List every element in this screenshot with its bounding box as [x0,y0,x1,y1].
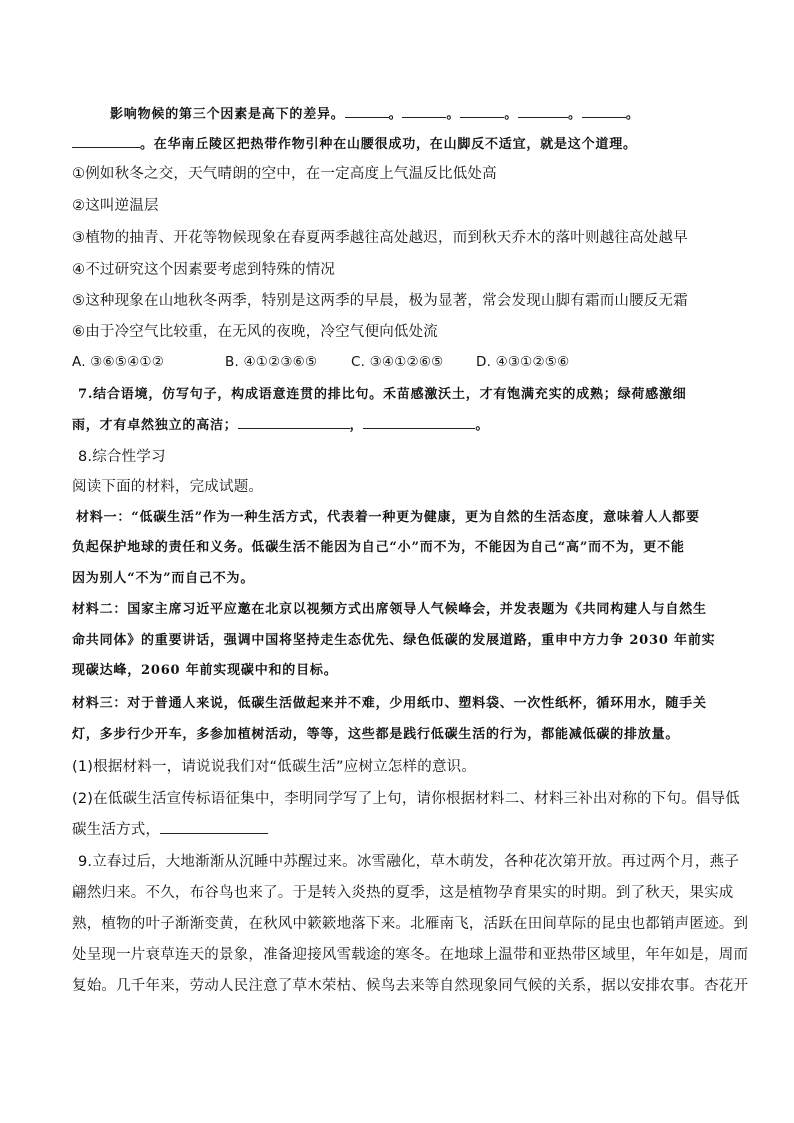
material2-line: 现碳达峰，2060 年前实现碳中和的目标。 [72,663,338,678]
q6-intro-line2: 。在华南丘陵区把热带作物引种在山腰很成功，在山脚反不适宜，就是这个道理。 [72,134,732,155]
q9-text-line: 处呈现一片衰草连天的景象，准备迎接风雪载途的寒冬。在地球上温带和亚热带区域里，年年如是，周而 [72,947,749,963]
material2-line: 命共同体》的重要讲话，强调中国将坚持走生态优先、绿色低碳的发展道路，重申中方力争 2030 年前实 [72,633,716,648]
q8-sub2-line2: 碳生活方式， [72,820,732,840]
q8-instruction: 阅读下面的材料，完成试题。 [72,479,264,495]
q6-intro-line1: 影响物候的第三个因素是高下的差异。 。 。 。 。 。 [110,104,770,125]
answer-blank[interactable] [518,104,568,118]
answer-blank[interactable] [363,415,475,429]
q6-sentence: ⑥由于冷空气比较重，在无风的夜晚，冷空气便向低处流 [72,324,438,340]
answer-blank[interactable] [72,134,140,148]
q8-sub1: (1)根据材料一，请说说我们对“低碳生活”应树立怎样的意识。 [72,759,477,775]
material3-line: 灯，多步行少开车，多参加植树活动，等等，这些都是践行低碳生活的行为，都能减低碳的排放量。 [72,727,680,742]
material2-line: 材料二：国家主席习近平应邀在北京以视频方式出席领导人气候峰会，并发表题为《共同构建人与自然生 [72,602,707,617]
q9-text-line: 熟，植物的叶子渐渐变黄，在秋风中簌簌地落下来。北雁南飞，活跃在田间草际的昆虫也都销声匿迹。到 [72,916,749,932]
q8-title: 8.综合性学习 [78,449,166,465]
answer-blank[interactable] [402,104,446,118]
answer-blank[interactable] [460,104,504,118]
material1-line: 材料一：“低碳生活”作为一种生活方式，代表着一种更为健康，更为自然的生活态度，意味着人人都要 [76,510,700,525]
q6-sentence: ②这叫逆温层 [72,198,159,214]
q6-sentence: ④不过研究这个因素要考虑到特殊的情况 [72,262,336,278]
option-d[interactable]: D. ④③①②⑤⑥ [476,354,570,370]
q9-text-line: 翩然归来。不久，布谷鸟也来了。于是转入炎热的夏季，这是植物孕育果实的时期。到了秋天，果实成 [72,885,734,901]
answer-blank[interactable] [238,415,350,429]
answer-blank[interactable] [582,104,626,118]
q6-sentence: ③植物的抽青、开花等物候现象在春夏两季越往高处越迟，而到秋天乔木的落叶则越往高处越早 [72,230,688,246]
material1-line: 因为别人“不为”而自己不为。 [72,571,255,586]
q7-prompt-line2: 雨，才有卓然独立的高洁； ， 。 [72,415,732,436]
option-a[interactable]: A. ③⑥⑤④①② [72,354,164,370]
q6-options [72,352,732,372]
q7-prompt-line1: 7.结合语境，仿写句子，构成语意连贯的排比句。禾苗感激沃土，才有饱满充实的成熟；绿荷感激细 [78,387,687,402]
q6-sentence: ①例如秋冬之交，天气晴朗的空中，在一定高度上气温反比低处高 [72,166,497,182]
q9-text-line: 复始。几千年来，劳动人民注意了草木荣枯、候鸟去来等自然现象同气候的关系，据以安排农事。杏花开 [72,978,749,994]
q9-text-line: 9.立春过后，大地渐渐从沉睡中苏醒过来。冰雪融化，草木萌发，各种花次第开放。再过两个月，燕子 [78,854,740,870]
material3-line: 材料三：对于普通人来说，低碳生活做起来并不难，少用纸巾、塑料袋、一次性纸杯，循环用水，随手关 [72,696,707,711]
answer-blank[interactable] [160,820,268,834]
q8-sub2-line1: (2)在低碳生活宣传标语征集中，李明同学写了上句，请你根据材料二、材料三补出对称的下句。倡导低 [72,791,740,807]
answer-blank[interactable] [345,104,389,118]
q6-sentence: ⑤这种现象在山地秋冬两季，特别是这两季的早晨，极为显著，常会发现山脚有霜而山腰反无霜 [72,293,688,309]
option-c[interactable]: C. ③④①②⑥⑤ [351,354,444,370]
material1-line: 负起保护地球的责任和义务。低碳生活不能因为自己“小”而不为，不能因为自己“高”而不为，更不能 [72,540,685,555]
option-b[interactable]: B. ④①②③⑥⑤ [225,354,318,370]
